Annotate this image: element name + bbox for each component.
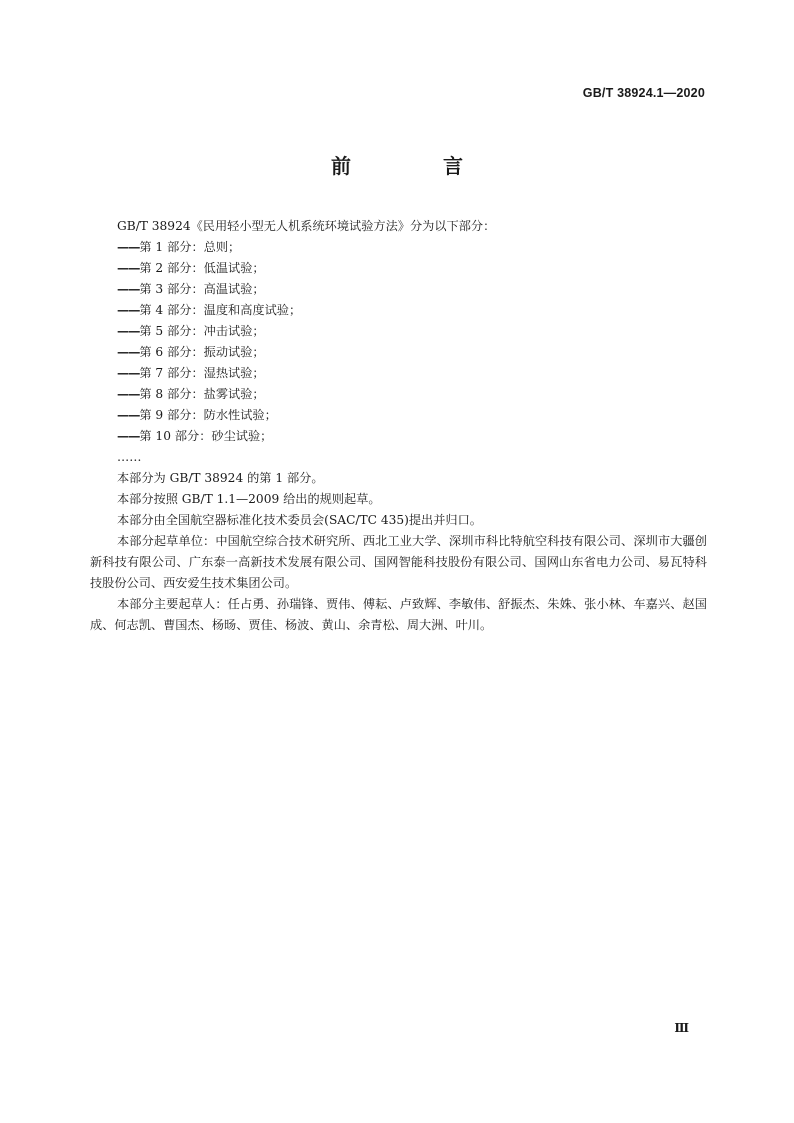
preface-body [90, 216, 707, 636]
list-dash: —— [117, 324, 140, 338]
paragraph-part-number: 本部分为 GB/T 38924 的第 1 部分。 [117, 471, 324, 485]
list-item-text: 第 6 部分：振动试验； [139, 345, 265, 359]
parts-list [117, 237, 707, 447]
list-item [117, 426, 707, 447]
list-item-text: 第 10 部分：砂尘试验； [139, 429, 273, 443]
list-dash: —— [117, 429, 140, 443]
list-item [117, 279, 707, 300]
list-item-text: 第 5 部分：冲击试验； [139, 324, 265, 338]
list-dash: —— [117, 387, 140, 401]
paragraph-drafting-units: 本部分起草单位：中国航空综合技术研究所、西北工业大学、深圳市科比特航空科技有限公司、深圳市大疆创新科技有限公司、广东泰一高新技术发展有限公司、国网智能科技股份有限公司、国网山东省电力公司、易瓦特科技股份公司、西安爱生技术集团公司。 [90, 534, 707, 590]
list-item [117, 363, 707, 384]
list-item [117, 321, 707, 342]
list-item-text: 第 4 部分：温度和高度试验； [139, 303, 302, 317]
list-dash: —— [117, 345, 140, 359]
list-item-text: 第 3 部分：高温试验； [139, 282, 265, 296]
list-item [117, 300, 707, 321]
paragraph-drafters: 本部分主要起草人：任占勇、孙瑞锋、贾伟、傅耘、卢致辉、李敏伟、舒振杰、朱姝、张小林、车嘉兴、赵国成、何志凯、曹国杰、杨旸、贾佳、杨波、黄山、余青松、周大洲、叶川。 [90, 597, 707, 632]
standard-code: GB/T 38924.1—2020 [582, 86, 705, 100]
list-dash: —— [117, 366, 140, 380]
list-item-text: 第 1 部分：总则； [139, 240, 241, 254]
intro-line: GB/T 38924《民用轻小型无人机系统环境试验方法》分为以下部分： [117, 219, 496, 233]
list-item-text: 第 9 部分：防水性试验； [139, 408, 277, 422]
list-item-text: 第 8 部分：盐雾试验； [139, 387, 265, 401]
list-item [117, 237, 707, 258]
list-item [117, 405, 707, 426]
list-item [117, 384, 707, 405]
list-item-text: 第 2 部分：低温试验； [139, 261, 265, 275]
list-dash: —— [117, 282, 140, 296]
list-item [117, 342, 707, 363]
list-item-text: 第 7 部分：湿热试验； [139, 366, 265, 380]
page-number: Ⅲ [674, 1021, 689, 1035]
list-dash: —— [117, 408, 140, 422]
paragraph-drafting-rules: 本部分按照 GB/T 1.1—2009 给出的规则起草。 [117, 492, 381, 506]
list-dash: —— [117, 261, 140, 275]
list-dash: —— [117, 240, 140, 254]
page-title: 前 言 [331, 154, 499, 178]
list-item [117, 258, 707, 279]
ellipsis: …… [117, 450, 142, 464]
paragraph-committee: 本部分由全国航空器标准化技术委员会(SAC/TC 435)提出并归口。 [117, 513, 482, 527]
list-dash: —— [117, 303, 140, 317]
